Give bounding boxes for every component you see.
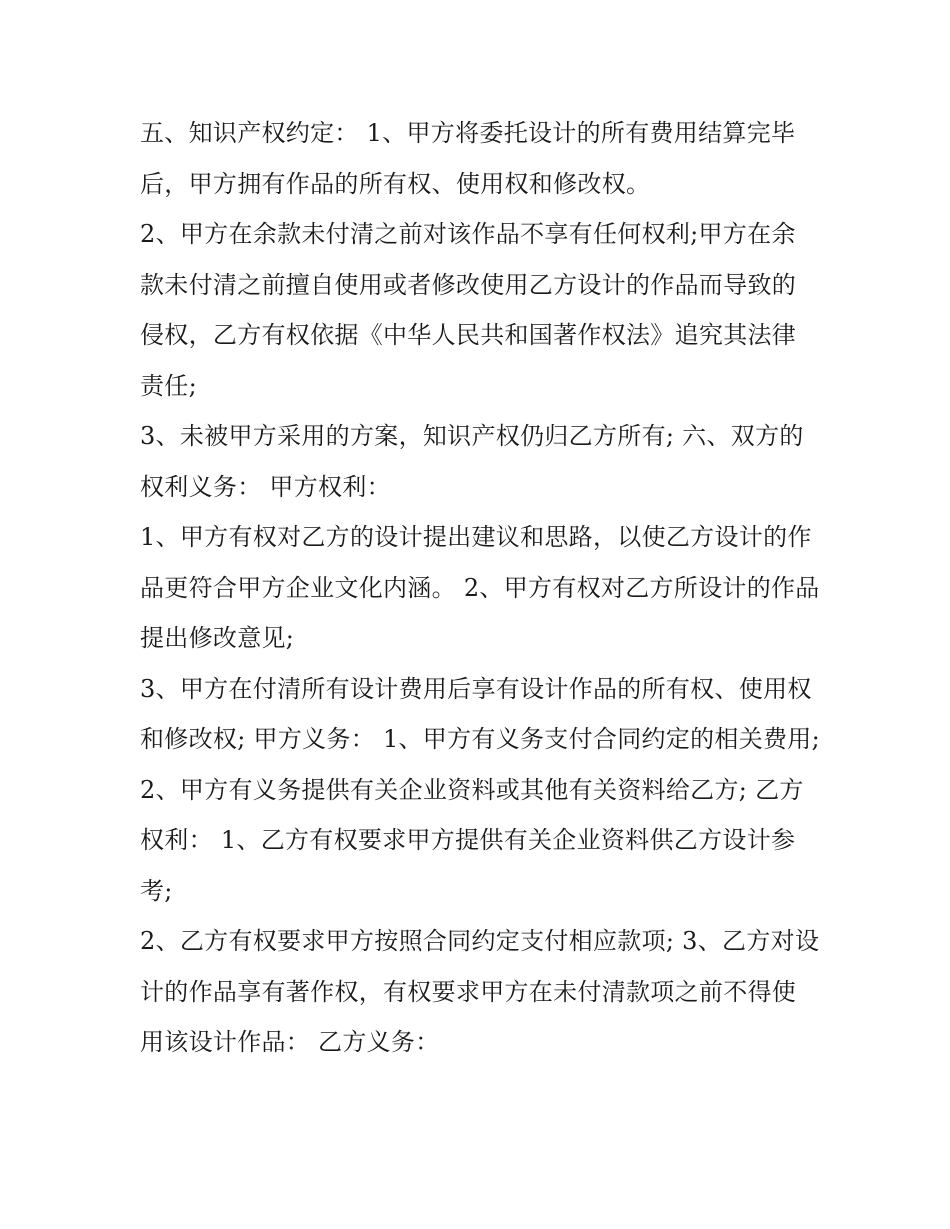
paragraph-party-b-rights: 2、甲方有义务提供有关企业资料或其他有关资料给乙方; 乙方权利： 1、乙方有权要求甲方提供有关企业资料供乙方设计参考;	[140, 775, 804, 905]
paragraph-unused-proposals: 3、未被甲方采用的方案，知识产权仍归乙方所有; 六、双方的权利义务： 甲方权利：	[140, 422, 804, 501]
paragraph-party-a-obligations: 3、甲方在付清所有设计费用后享有设计作品的所有权、使用权和修改权; 甲方义务： 1、甲方有义务支付合同约定的相关费用;	[140, 674, 820, 753]
paragraph-party-b-obligations: 2、乙方有权要求甲方按照合同约定支付相应款项; 3、乙方对设计的作品享有著作权，有权要求甲方在未付清款项之前不得使用该设计作品： 乙方义务：	[140, 927, 820, 1056]
paragraph-intellectual-property: 五、知识产权约定： 1、甲方将委托设计的所有费用结算完毕后，甲方拥有作品的所有权、使用权和修改权。	[140, 119, 796, 198]
document-body	[140, 108, 820, 1068]
paragraph-party-a-rights: 1、甲方有权对乙方的设计提出建议和思路，以使乙方设计的作品更符合甲方企业文化内涵。 2、甲方有权对乙方所设计的作品提出修改意见;	[140, 523, 820, 652]
paragraph-unpaid-balance: 2、甲方在余款未付清之前对该作品不享有任何权利;甲方在余款未付清之前擅自使用或者修改使用乙方设计的作品而导致的侵权，乙方有权依据《中华人民共和国著作权法》追究其法律责任;	[140, 220, 797, 400]
